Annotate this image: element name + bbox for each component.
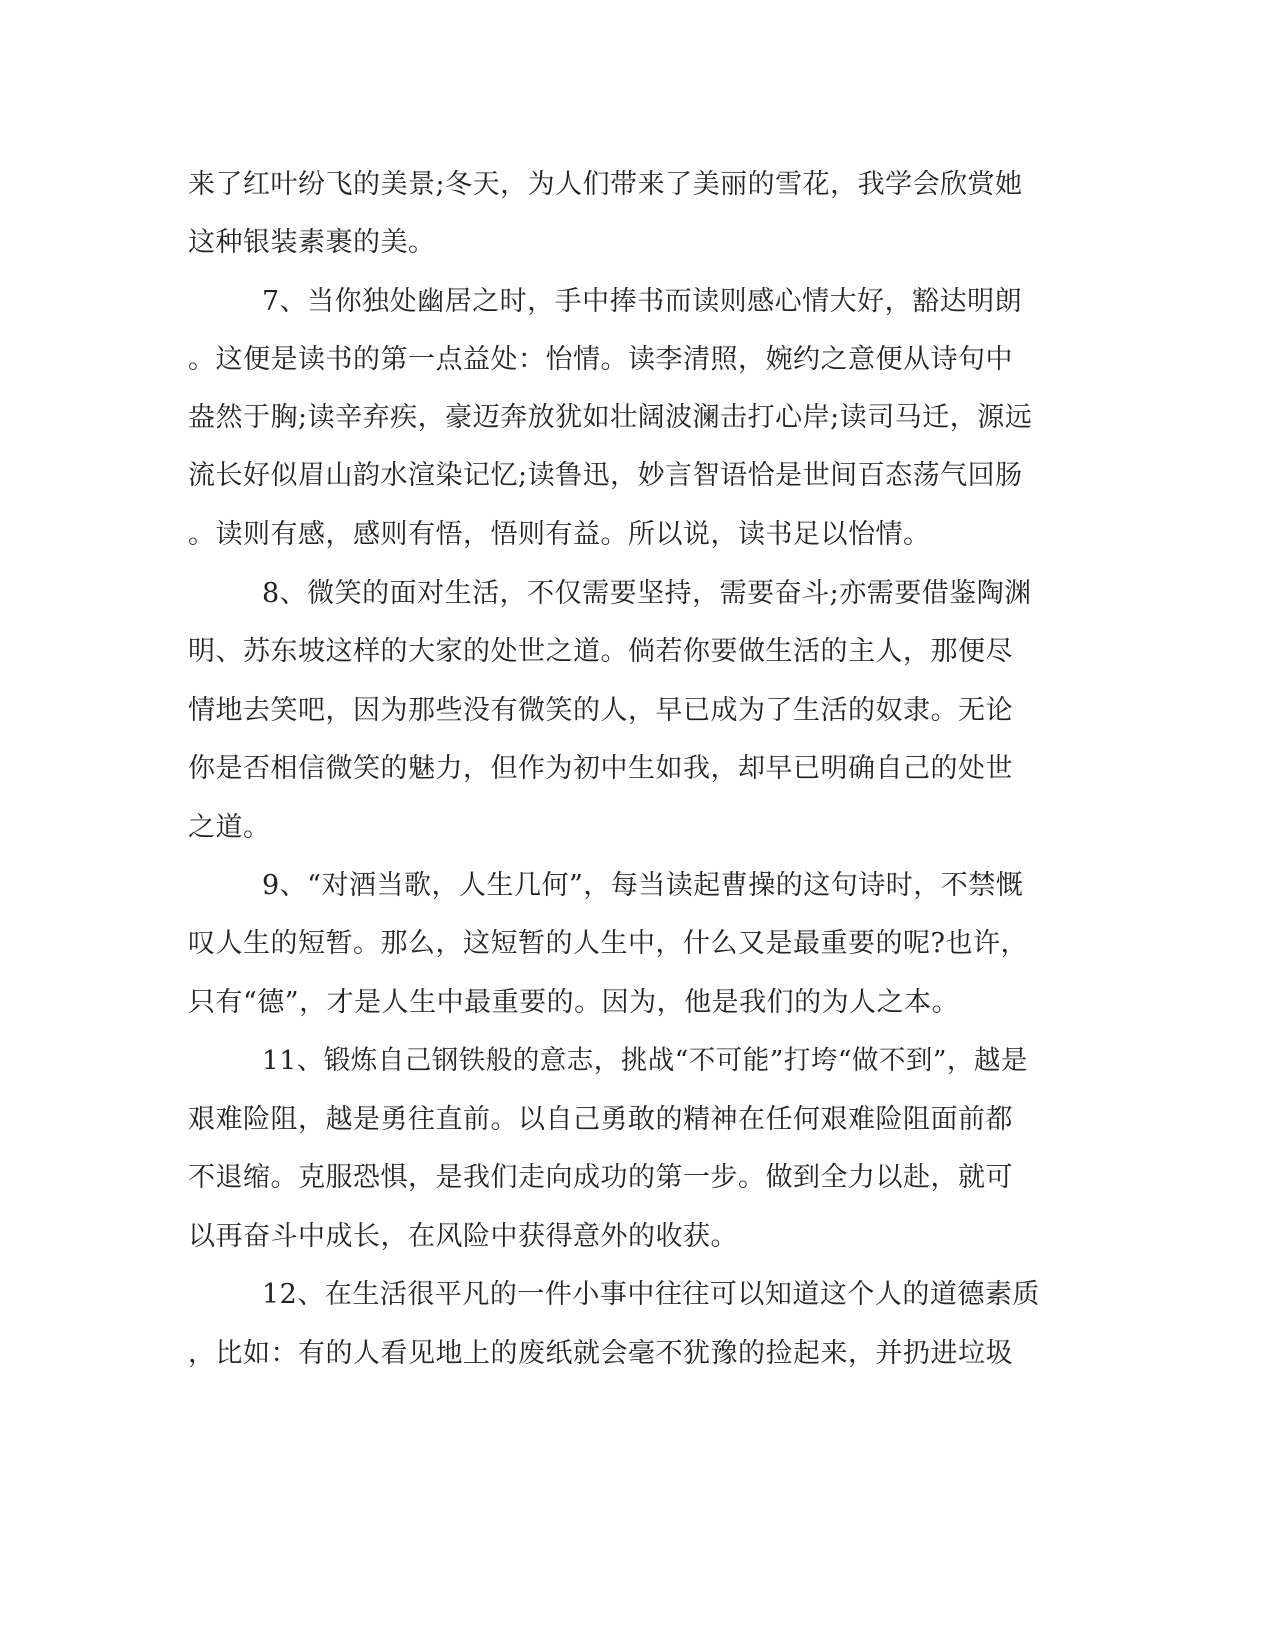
text-line: 盎然于胸;读辛弃疾，豪迈奔放犹如壮阔波澜击打心岸;读司马迁，源远 xyxy=(188,402,1033,433)
text-line: 之道。 xyxy=(188,812,271,843)
text-line: 情地去笑吧，因为那些没有微笑的人，早已成为了生活的奴隶。无论 xyxy=(188,695,1013,726)
paragraph-11-first-line: 11、锻炼自己钢铁般的意志，挑战“不可能”打垮“做不到”，越是 xyxy=(262,1045,1028,1076)
text-line: 不退缩。克服恐惧，是我们走向成功的第一步。做到全力以赴，就可 xyxy=(188,1162,1013,1193)
text-line: 叹人生的短暂。那么，这短暂的人生中，什么又是最重要的呢?也许， xyxy=(188,928,1028,959)
text-line: 。读则有感，感则有悟，悟则有益。所以说，读书足以怡情。 xyxy=(188,519,931,550)
text-line: 来了红叶纷飞的美景;冬天，为人们带来了美丽的雪花，我学会欣赏她 xyxy=(188,169,1023,200)
text-line: ，比如：有的人看见地上的废纸就会毫不犹豫的捡起来，并扔进垃圾 xyxy=(188,1338,1013,1369)
text-line: 只有“德”，才是人生中最重要的。因为，他是我们的为人之本。 xyxy=(188,987,960,1018)
text-line: 明、苏东坡这样的大家的处世之道。倘若你要做生活的主人，那便尽 xyxy=(188,636,1013,667)
text-line: 流长好似眉山韵水渲染记忆;读鲁迅，妙言智语恰是世间百态荡气回肠 xyxy=(188,460,1023,491)
text-line: 你是否相信微笑的魅力，但作为初中生如我，却早已明确自己的处世 xyxy=(188,753,1013,784)
text-line: 这种银装素裹的美。 xyxy=(188,227,436,258)
paragraph-9-first-line: 9、“对酒当歌，人生几何”，每当读起曹操的这句诗时，不禁慨 xyxy=(262,870,1024,901)
text-line: 以再奋斗中成长，在风险中获得意外的收获。 xyxy=(188,1221,738,1252)
text-line: 。这便是读书的第一点益处：怡情。读李清照，婉约之意便从诗句中 xyxy=(188,344,1013,375)
paragraph-12-first-line: 12、在生活很平凡的一件小事中往往可以知道这个人的道德素质 xyxy=(262,1279,1040,1310)
paragraph-8-first-line: 8、微笑的面对生活，不仅需要坚持，需要奋斗;亦需要借鉴陶渊 xyxy=(262,578,1032,609)
paragraph-7-first-line: 7、当你独处幽居之时，手中捧书而读则感心情大好，豁达明朗 xyxy=(262,286,1023,317)
text-line: 艰难险阻，越是勇往直前。以自己勇敢的精神在任何艰难险阻面前都 xyxy=(188,1104,1013,1135)
